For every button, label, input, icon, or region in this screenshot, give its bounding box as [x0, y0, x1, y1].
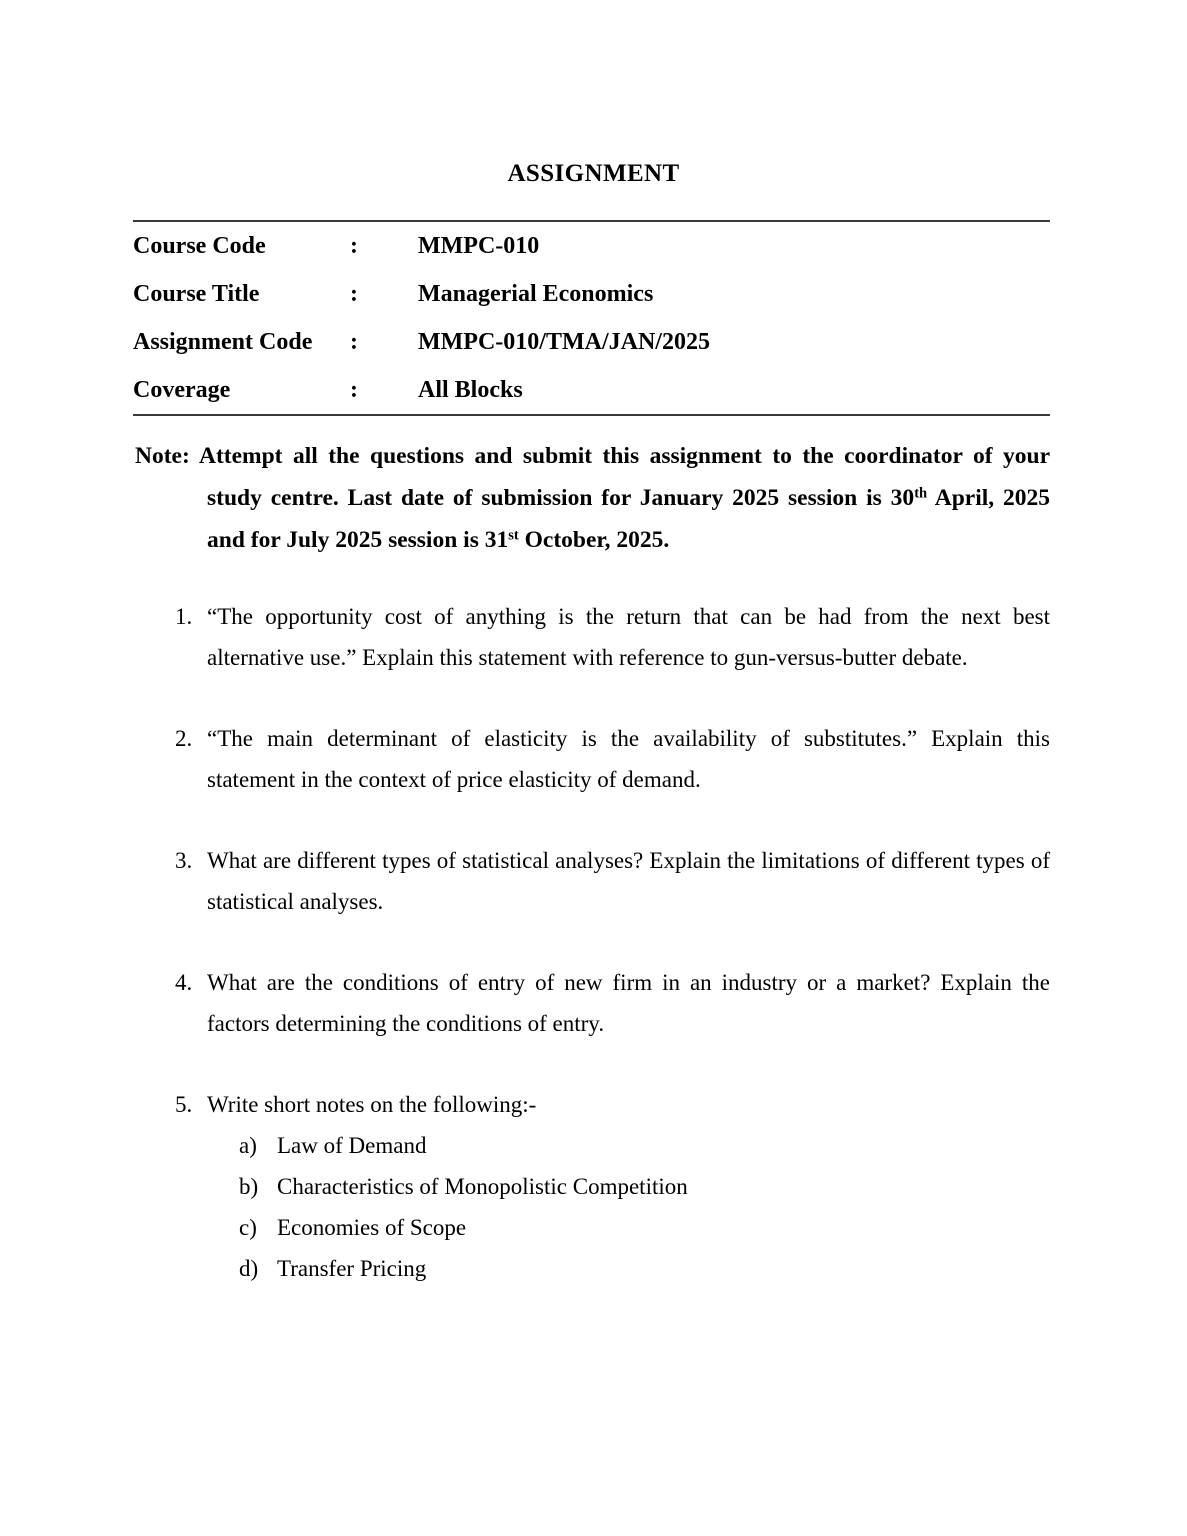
sub-item-marker: c) [239, 1215, 257, 1240]
list-item [175, 1084, 1050, 1289]
note-text-part-2: April, 2025 and for July 2025 session is 31 [207, 484, 1051, 553]
question-number: 4. [175, 970, 193, 995]
list-item [175, 840, 1050, 922]
meta-value-course-title: Managerial Economics [418, 281, 654, 307]
meta-bottom-rule [133, 414, 1050, 416]
sub-item-label: Transfer Pricing [277, 1256, 427, 1281]
page-title: ASSIGNMENT [507, 160, 680, 187]
sub-item-label: Characteristics of Monopolistic Competition [277, 1174, 688, 1199]
list-item [175, 718, 1050, 800]
list-item [239, 1125, 1050, 1166]
question-number: 5. [175, 1092, 193, 1117]
question-text: “The opportunity cost of anything is the return that can be had from the next best alternative use.” Explain this statement with reference to gun-versus-butter debate. [207, 604, 1050, 670]
sub-item-marker: b) [239, 1174, 259, 1199]
note-text-part-1: Attempt all the questions and submit this assignment to the coordinator of your study centre. Last date of submission for January 2025 session is 30 [189, 442, 1050, 511]
list-item [239, 1207, 1050, 1248]
meta-separator-assignment-code: : [350, 329, 358, 355]
sub-item-marker: d) [239, 1256, 259, 1281]
sub-item-label: Law of Demand [277, 1133, 427, 1158]
meta-label-course-code: Course Code [133, 233, 266, 259]
table-row [133, 366, 1050, 414]
meta-separator-coverage: : [350, 377, 358, 403]
question-text: What are the conditions of entry of new firm in an industry or a market? Explain the factors determining the conditions of entry. [207, 970, 1050, 1036]
meta-label-coverage: Coverage [133, 377, 231, 403]
meta-label-course-title: Course Title [133, 281, 260, 307]
submission-note [135, 435, 1050, 561]
meta-value-course-code: MMPC-010 [418, 233, 540, 259]
meta-value-assignment-code: MMPC-010/TMA/JAN/2025 [418, 329, 710, 355]
course-meta-block [133, 220, 1050, 416]
note-ordinal-suffix-1: th [914, 484, 928, 501]
list-item [175, 962, 1050, 1044]
question-list [175, 596, 1050, 1289]
meta-value-coverage: All Blocks [418, 377, 523, 403]
note-label: Note: [135, 442, 190, 469]
meta-separator-course-code: : [350, 233, 358, 259]
table-row [133, 222, 1050, 270]
list-item [239, 1248, 1050, 1289]
question-text: Write short notes on the following:- [207, 1092, 537, 1117]
table-row [133, 270, 1050, 318]
question-text: “The main determinant of elasticity is the availability of substitutes.” Explain this statement in the context of price elasticity of demand. [207, 726, 1050, 792]
meta-separator-course-title: : [350, 281, 358, 307]
question-text: What are different types of statistical analyses? Explain the limitations of different types of statistical analyses. [207, 848, 1050, 914]
sub-item-marker: a) [239, 1133, 257, 1158]
question-number: 1. [175, 604, 193, 629]
question-number: 3. [175, 848, 193, 873]
course-meta-table [133, 222, 1050, 414]
question-5-sub-list [207, 1125, 1050, 1289]
list-item [239, 1166, 1050, 1207]
table-row [133, 318, 1050, 366]
note-text-part-3: October, 2025. [518, 526, 670, 553]
sub-item-label: Economies of Scope [277, 1215, 467, 1240]
meta-label-assignment-code: Assignment Code [133, 329, 313, 355]
list-item [175, 596, 1050, 678]
note-ordinal-suffix-2: st [508, 526, 519, 543]
question-number: 2. [175, 726, 193, 751]
